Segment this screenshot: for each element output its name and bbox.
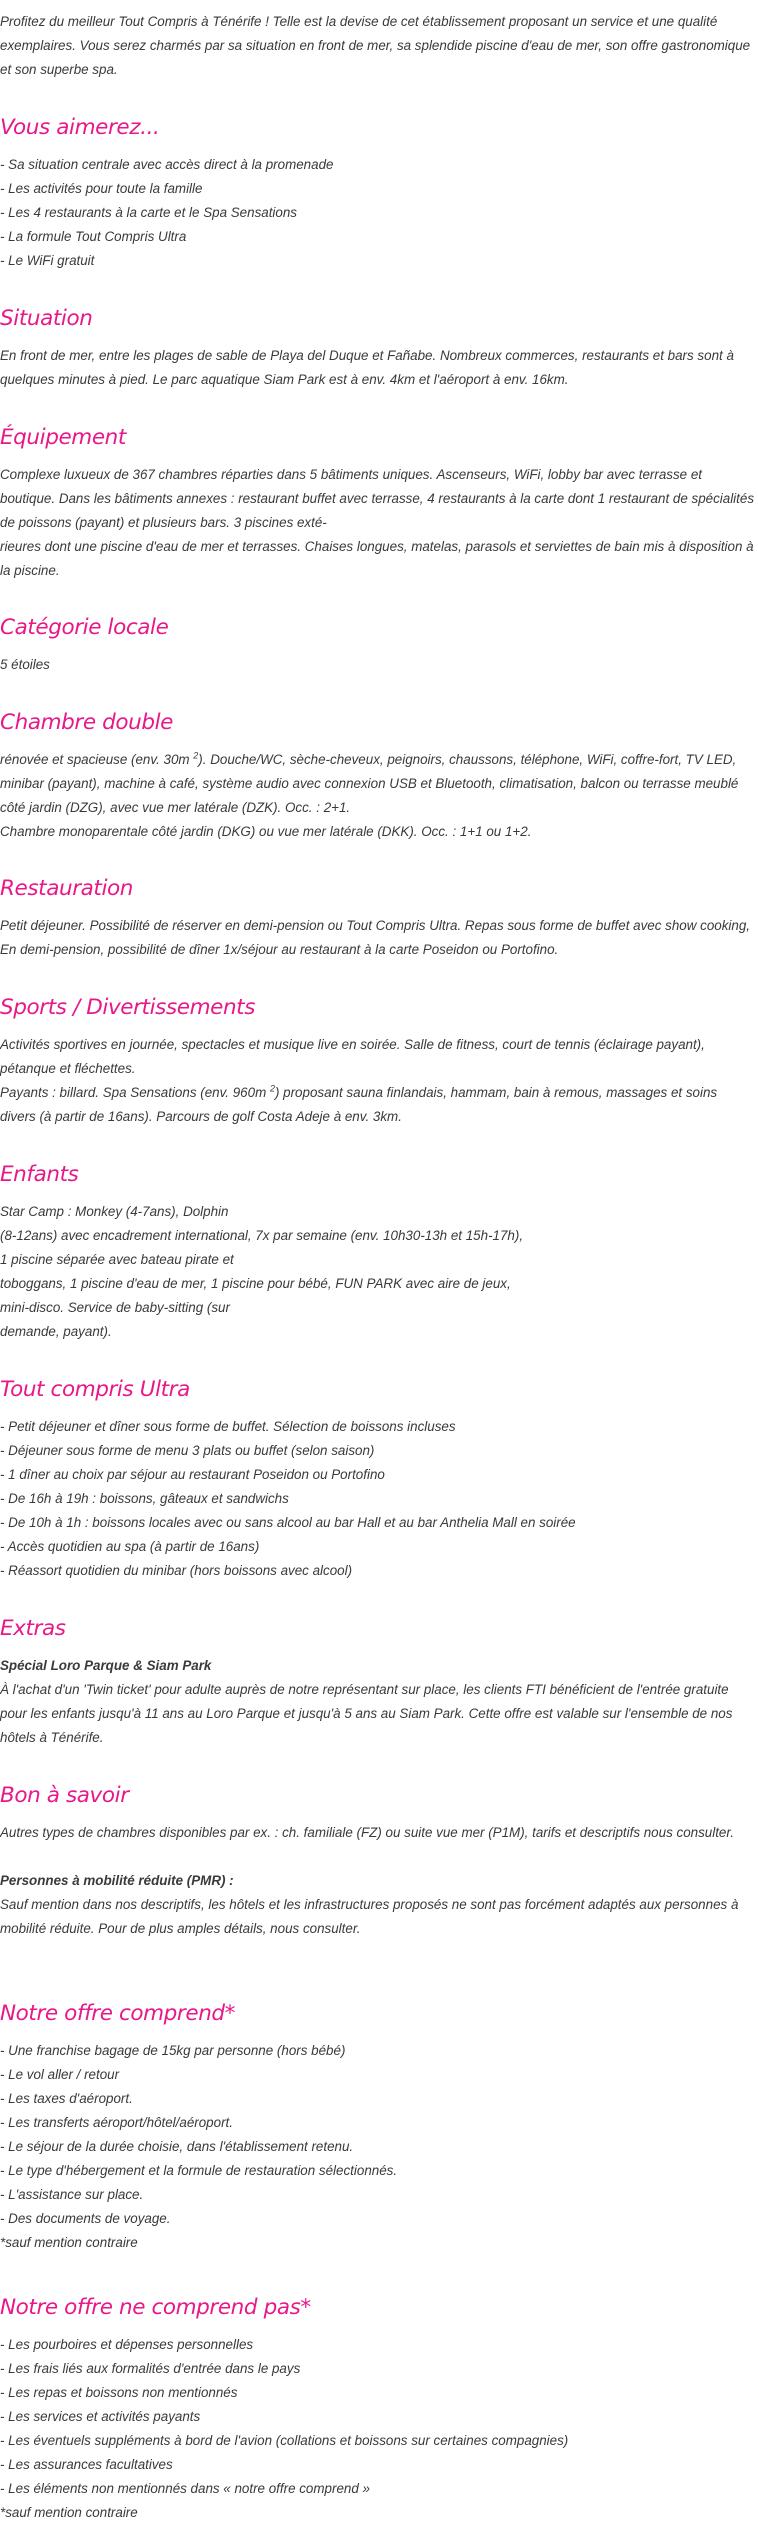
extras-heading: Extras (0, 1616, 66, 1641)
chambre-sup: 2 (193, 750, 199, 761)
list-item: - Des documents de voyage. (0, 2211, 171, 2226)
list-item: - Petit déjeuner et dîner sous forme de buffet. Sélection de boissons incluses (0, 1419, 456, 1434)
restauration-heading: Restauration (0, 876, 133, 901)
tout-compris-list (0, 1415, 576, 1583)
list-item: - L'assistance sur place. (0, 2187, 144, 2202)
tout-compris-heading: Tout compris Ultra (0, 1377, 190, 1402)
extras-paragraph: À l'achat d'un 'Twin ticket' pour adulte auprès de notre représentant sur place, les clients FTI bénéficient de l'entrée gratuite pour les enfants jusqu'à 11 ans au Loro Parque et jusqu'à 5 ans au Siam Park. Cette offre est valable sur l'ensemble de nos hôtels à Ténérife. (0, 1682, 733, 1745)
enfants-line: toboggans, 1 piscine d'eau de mer, 1 piscine pour bébé, FUN PARK avec aire de jeux, (0, 1276, 511, 1291)
pmr-title: Personnes à mobilité réduite (PMR) : (0, 1873, 234, 1888)
enfants-line: (8-12ans) avec encadrement international, 7x par semaine (env. 10h30-13h et 15h-17h), (0, 1228, 524, 1243)
restauration-text: Petit déjeuner. Possibilité de réserver en demi-pension ou Tout Compris Ultra. Repas sous forme de buffet avec show cooking, En demi-pension, possibilité de dîner 1x/séjour au restaurant à la carte Poseidon ou Portofino. (0, 918, 751, 957)
sports-paragraph-1: Activités sportives en journée, spectacles et musique live en soirée. Salle de fitness, court de tennis (éclairage payant), pétanque et fléchettes. (0, 1037, 705, 1076)
chambre-text-part: ). Douche/WC, sèche-cheveux, peignoirs, chaussons, téléphone, WiFi, coffre-fort, TV LED, minibar (payant), machine à café, système audio avec connexion USB et Bluetooth, climatisation, balcon ou terrasse meublé côté jardin (DZG), avec vue mer latérale (DZK). Occ. : 2+1. (0, 752, 739, 815)
equipement-text (0, 463, 756, 583)
enfants-text (0, 1200, 756, 1344)
vous-aimerez-list (0, 153, 333, 273)
list-item: - Les éléments non mentionnés dans « notre offre comprend » (0, 2481, 370, 2496)
list-item: - Le séjour de la durée choisie, dans l'établissement retenu. (0, 2139, 354, 2154)
list-item: - 1 dîner au choix par séjour au restaurant Poseidon ou Portofino (0, 1467, 385, 1482)
sports-text (0, 1033, 756, 1129)
offre-ne-comprend-heading: Notre offre ne comprend pas* (0, 2295, 311, 2320)
sports-text-part: Payants : billard. Spa Sensations (env. 960m (0, 1085, 270, 1100)
situation-text: En front de mer, entre les plages de sable de Playa del Duque et Fañabe. Nombreux commerces, restaurants et bars sont à quelques minutes à pied. Le parc aquatique Siam Park est à env. 4km et l'aéroport à env. 16km. (0, 348, 734, 387)
list-item: - Les assurances facultatives (0, 2457, 173, 2472)
list-item: - Sa situation centrale avec accès direct à la promenade (0, 157, 334, 172)
chambre-heading: Chambre double (0, 710, 173, 735)
pmr-text: Sauf mention dans nos descriptifs, les hôtels et les infrastructures proposés ne sont pas forcément adaptés aux personnes à mobilité réduite. Pour de plus amples détails, nous consulter. (0, 1897, 739, 1936)
offre-ne-comprend-list (0, 2333, 568, 2525)
list-item: - Les services et activités payants (0, 2409, 201, 2424)
list-item: - Les activités pour toute la famille (0, 181, 203, 196)
intro-text: Profitez du meilleur Tout Compris à Ténérife ! Telle est la devise de cet établissement proposant un service et une qualité exemplaires. Vous serez charmés par sa situation en front de mer, sa splendide piscine d'eau de mer, son offre gastronomique et son superbe spa. (0, 14, 751, 77)
vous-aimerez-heading: Vous aimerez... (0, 115, 160, 140)
situation-heading: Situation (0, 306, 93, 331)
list-item: - La formule Tout Compris Ultra (0, 229, 187, 244)
categorie-text: 5 étoiles (0, 657, 50, 672)
enfants-line: mini-disco. Service de baby-sitting (sur (0, 1300, 230, 1315)
bon-a-savoir-text (0, 1821, 756, 1941)
offre-comprend-heading: Notre offre comprend* (0, 2001, 236, 2026)
list-item: - Les éventuels suppléments à bord de l'avion (collations et boissons sur certaines compagnies) (0, 2433, 569, 2448)
bon-a-savoir-heading: Bon à savoir (0, 1783, 129, 1808)
enfants-line: demande, payant). (0, 1324, 112, 1339)
chambre-text (0, 748, 756, 844)
sports-heading: Sports / Divertissements (0, 995, 256, 1020)
equipement-heading: Équipement (0, 425, 126, 450)
list-item: - Les repas et boissons non mentionnés (0, 2385, 238, 2400)
list-item: - Les pourboires et dépenses personnelles (0, 2337, 254, 2352)
sports-text-part: ) proposant sauna finlandais, hammam, bain à remous, massages et soins divers (à partir de 16ans). Parcours de golf Costa Adeje à env. 3km. (0, 1085, 718, 1124)
equipement-line-1: Complexe luxueux de 367 chambres réparties dans 5 bâtiments uniques. Ascenseurs, WiFi, lobby bar avec terrasse et boutique. Dans les bâtiments annexes : restaurant buffet avec terrasse, 4 restaurants à la carte dont 1 restaurant de spécialités de poissons (payant) et plusieurs bars. 3 piscines exté- (0, 467, 755, 530)
chambre-paragraph-1 (0, 748, 756, 820)
sports-paragraph-2 (0, 1081, 756, 1129)
bon-a-savoir-paragraph: Autres types de chambres disponibles par ex. : ch. familiale (FZ) ou suite vue mer (P1M), tarifs et descriptifs nous consulter. (0, 1825, 735, 1840)
footnote: *sauf mention contraire (0, 2505, 138, 2520)
list-item: - Le vol aller / retour (0, 2067, 120, 2082)
list-item: - De 10h à 1h : boissons locales avec ou sans alcool au bar Hall et au bar Anthelia Mall en soirée (0, 1515, 576, 1530)
equipement-line-2: rieures dont une piscine d'eau de mer et terrasses. Chaises longues, matelas, parasols et serviettes de bain mis à disposition à la piscine. (0, 539, 754, 578)
categorie-heading: Catégorie locale (0, 615, 169, 640)
chambre-text-part: rénovée et spacieuse (env. 30m (0, 752, 194, 767)
list-item: - De 16h à 19h : boissons, gâteaux et sandwichs (0, 1491, 289, 1506)
enfants-line: 1 piscine séparée avec bateau pirate et (0, 1252, 234, 1267)
list-item: - Déjeuner sous forme de menu 3 plats ou buffet (selon saison) (0, 1443, 375, 1458)
list-item: - Les taxes d'aéroport. (0, 2091, 133, 2106)
enfants-line: Star Camp : Monkey (4-7ans), Dolphin (0, 1204, 229, 1219)
list-item: - Réassort quotidien du minibar (hors boissons avec alcool) (0, 1563, 353, 1578)
list-item: - Le WiFi gratuit (0, 253, 95, 268)
enfants-heading: Enfants (0, 1162, 79, 1187)
extras-text (0, 1654, 756, 1750)
list-item: - Une franchise bagage de 15kg par personne (hors bébé) (0, 2043, 346, 2058)
list-item: - Les frais liés aux formalités d'entrée dans le pays (0, 2361, 301, 2376)
extras-subtitle: Spécial Loro Parque & Siam Park (0, 1658, 212, 1673)
list-item: - Accès quotidien au spa (à partir de 16ans) (0, 1539, 260, 1554)
offre-comprend-list (0, 2039, 397, 2255)
list-item: - Les 4 restaurants à la carte et le Spa Sensations (0, 205, 297, 220)
sports-sup: 2 (269, 1083, 275, 1094)
spacer (0, 1845, 756, 1869)
chambre-paragraph-2: Chambre monoparentale côté jardin (DKG) ou vue mer latérale (DKK). Occ. : 1+1 ou 1+2. (0, 824, 532, 839)
list-item: - Les transferts aéroport/hôtel/aéroport. (0, 2115, 233, 2130)
footnote: *sauf mention contraire (0, 2235, 138, 2250)
list-item: - Le type d'hébergement et la formule de restauration sélectionnés. (0, 2163, 398, 2178)
